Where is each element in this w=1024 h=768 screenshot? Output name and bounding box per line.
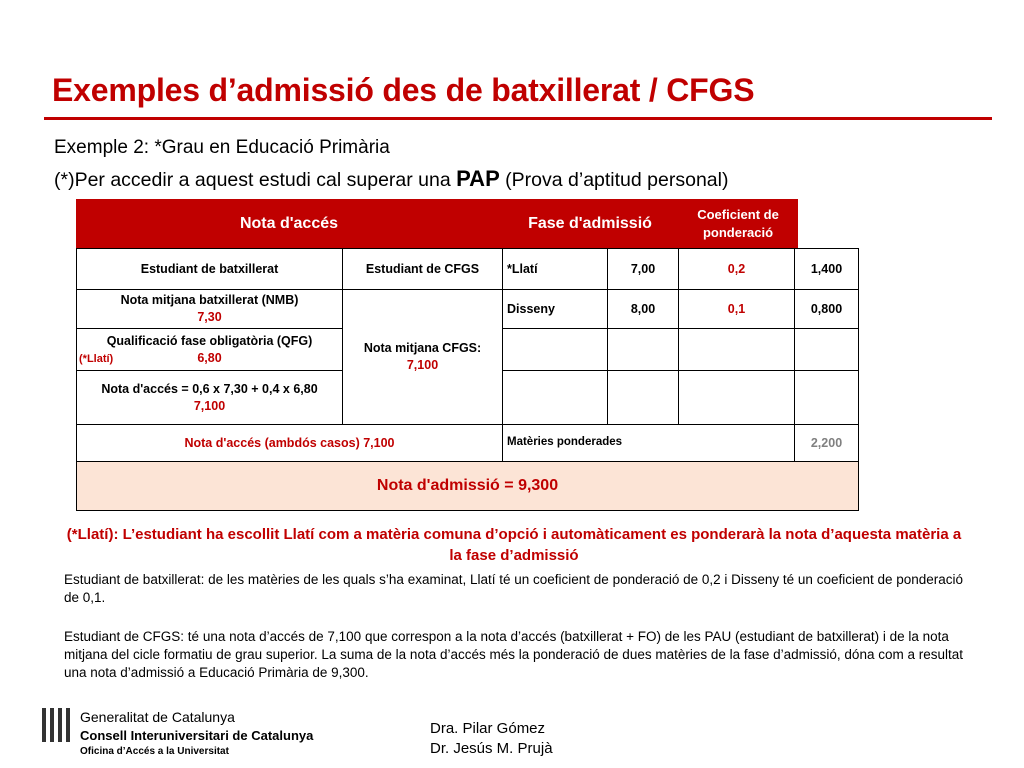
- subject-cell: *Llatí: [502, 248, 608, 290]
- qfg-note: (*Llatí): [79, 352, 114, 365]
- qfg-value: 6,80: [197, 350, 222, 365]
- requirement-text-after: (Prova d’aptitud personal): [499, 169, 729, 191]
- page-title: Exemples d’admissió des de batxillerat / CFGS: [52, 72, 755, 108]
- generalitat-logo-icon: [40, 708, 72, 742]
- cfgs-explanation: Estudiant de CFGS: té una nota d’accés de 7,100 que correspon a la nota d’accés (batxillerat + FO) de les PAU (estudiant de batxillerat) i de la nota mitjana del cicle formatiu de grau superior. La suma de la nota d’accés més la ponderació de dues matèries de la fase d’admissió, dóna com a resultat una nota d’admissió a Educació Primària de 9,300.: [64, 629, 963, 681]
- acces-value: 7,100: [193, 398, 226, 413]
- coef-cell: 0,2: [678, 248, 795, 290]
- result-cell: 0,800: [794, 289, 859, 329]
- empty-cell: [607, 328, 679, 371]
- nmb-cell: [76, 289, 343, 329]
- qfg-label: Qualificació fase obligatòria (QFG): [106, 333, 313, 348]
- acces-formula: Nota d'accés = 0,6 x 7,30 + 0,4 x 6,80: [101, 381, 318, 396]
- cfgs-label: Nota mitjana CFGS:: [363, 341, 482, 356]
- materies-ponderades-label: Matèries ponderades: [502, 424, 795, 462]
- empty-cell: [794, 328, 859, 371]
- qfg-cell: [76, 328, 343, 371]
- llati-note: (*Llatí): L’estudiant ha escollit Llatí com a matèria comuna d’opció i automàticament es ponderarà la nota d’aquesta matèria a la fase d’admissió: [66, 526, 962, 564]
- empty-cell: [607, 370, 679, 425]
- empty-cell: [794, 370, 859, 425]
- acces-formula-cell: [76, 370, 343, 425]
- requirement-text-before: (*)Per accedir a aquest estudi cal superar una: [54, 169, 457, 191]
- empty-cell: [502, 370, 608, 425]
- header-coeficient-line2: ponderació: [702, 225, 774, 240]
- author-1: Dra. Pilar Gómez: [430, 720, 546, 737]
- grade-cell: 8,00: [607, 289, 679, 329]
- col-cfgs: Estudiant de CFGS: [342, 248, 503, 290]
- batxillerat-explanation: Estudiant de batxillerat: de les matèries de les quals s’ha examinat, Llatí té un coeficient de ponderació de 0,2 i Disseny té un coeficient de ponderació de 0,1.: [64, 572, 964, 606]
- col-batxillerat: Estudiant de batxillerat: [76, 248, 343, 290]
- result-cell: 1,400: [794, 248, 859, 290]
- ambdos-casos-cell: Nota d'accés (ambdós casos) 7,100: [76, 424, 503, 462]
- header-fase-admissio: Fase d'admissió: [502, 199, 678, 249]
- org-oficina: Oficina d’Accés a la Universitat: [80, 746, 229, 757]
- requirement-line: [54, 166, 728, 192]
- materies-total: 2,200: [794, 424, 859, 462]
- title-divider: [44, 117, 992, 120]
- header-coeficient-line1: Coeficient de: [697, 207, 779, 223]
- pap-label: PAP: [456, 166, 500, 191]
- nmb-value: 7,30: [197, 310, 222, 324]
- cfgs-average-cell: [342, 289, 503, 425]
- example-subtitle: Exemple 2: *Grau en Educació Primària: [54, 137, 390, 158]
- org-generalitat: Generalitat de Catalunya: [80, 709, 235, 725]
- cfgs-value: 7,100: [406, 358, 439, 372]
- author-2: Dr. Jesús M. Prujà: [430, 740, 553, 757]
- empty-cell: [502, 328, 608, 371]
- org-consell: Consell Interuniversitari de Catalunya: [80, 728, 314, 743]
- subject-cell: Disseny: [502, 289, 608, 329]
- header-coeficient: [678, 199, 798, 249]
- admission-grade-cell: Nota d'admissió = 9,300: [76, 461, 859, 511]
- empty-cell: [678, 328, 795, 371]
- coef-cell: 0,1: [678, 289, 795, 329]
- header-nota-acces: Nota d'accés: [76, 199, 502, 249]
- grade-cell: 7,00: [607, 248, 679, 290]
- empty-cell: [678, 370, 795, 425]
- nmb-label: Nota mitjana batxillerat (NMB): [120, 293, 299, 308]
